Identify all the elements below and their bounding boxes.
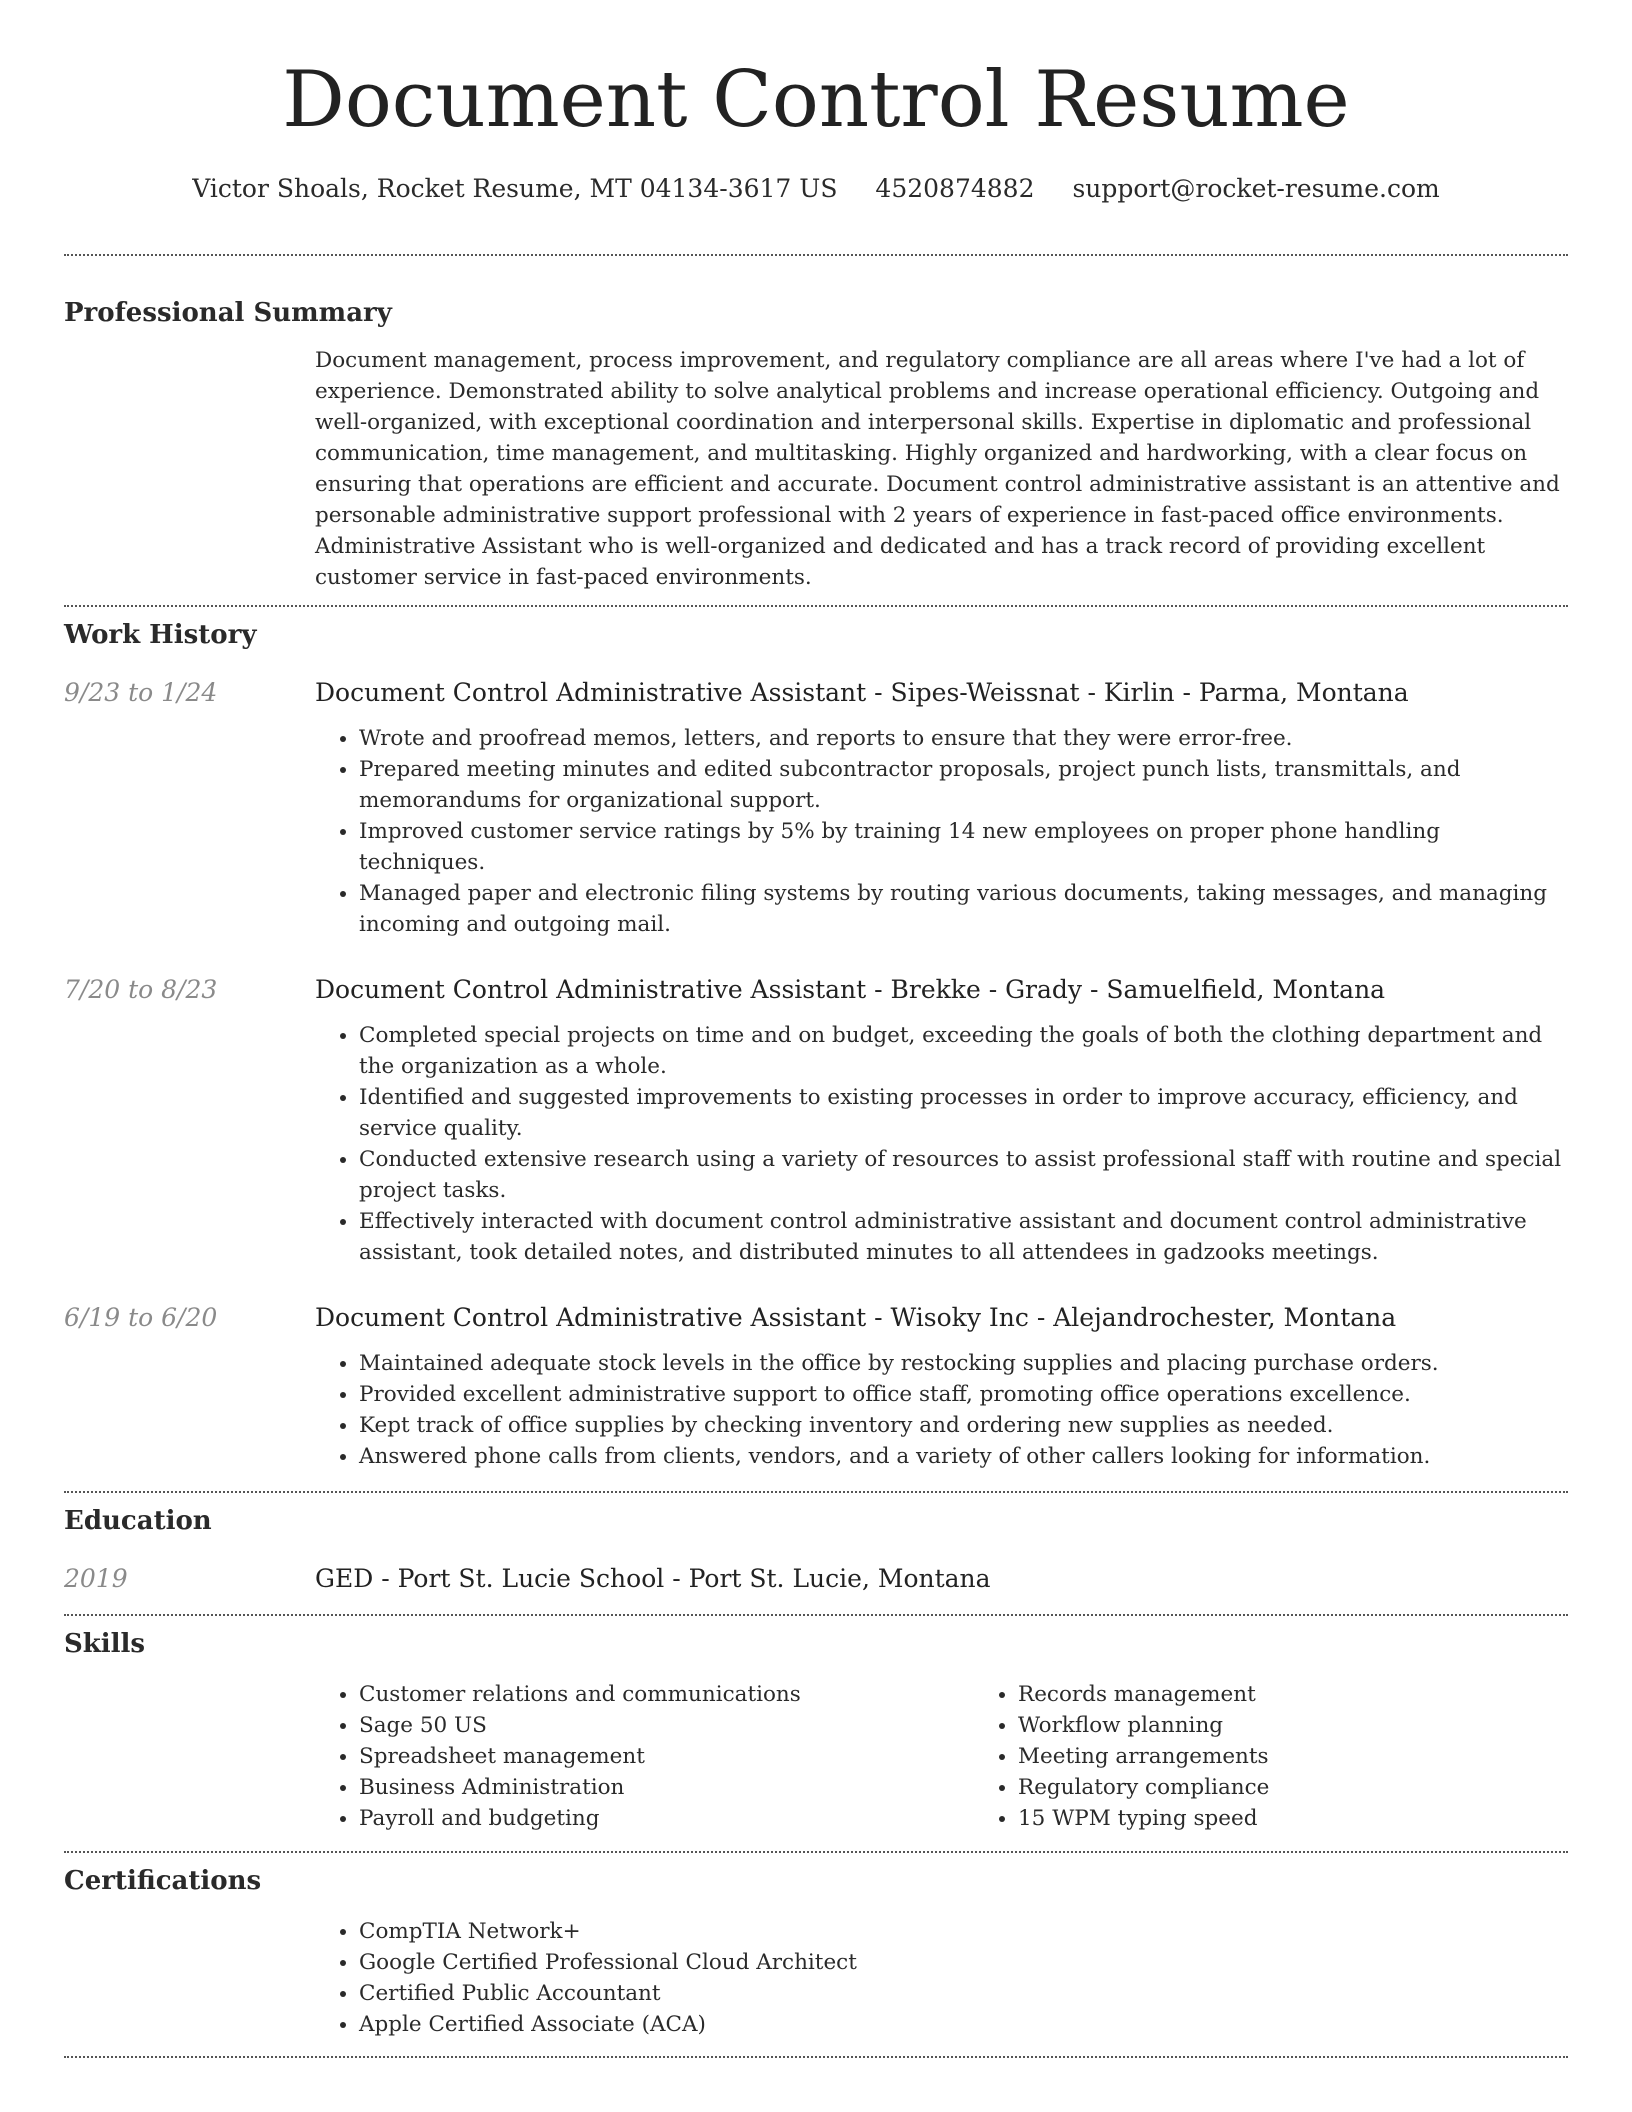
job-dates: 7/20 to 8/23 (64, 975, 218, 1004)
summary-heading: Professional Summary (64, 298, 392, 328)
resume-title: Document Control Resume (282, 55, 1350, 145)
job-title: Document Control Administrative Assistant - Brekke - Grady - Samuelfield, Montana (315, 975, 1386, 1004)
job-entry (64, 973, 1568, 1268)
list-item: • Effectively interacted with document control administrative assistant and document control administrative assistant, took detailed notes, and distributed minutes to all attendees in gadzooks meetings. (359, 1206, 1568, 1268)
job-dates: 6/19 to 6/20 (64, 1303, 218, 1332)
list-item: • Maintained adequate stock levels in the office by restocking supplies and placing purchase orders. (359, 1348, 1568, 1379)
list-item: • Apple Certified Associate (ACA) (359, 2009, 1568, 2040)
list-item: • Payroll and budgeting (359, 1803, 974, 1834)
list-item: • Meeting arrangements (1018, 1741, 1632, 1772)
list-item: • CompTIA Network+ (359, 1916, 1568, 1947)
divider (64, 1614, 1568, 1616)
list-item: • Records management (1018, 1679, 1632, 1710)
list-item: • 15 WPM typing speed (1018, 1803, 1632, 1834)
divider (64, 1851, 1568, 1853)
divider (64, 254, 1568, 256)
divider (64, 605, 1568, 607)
skills-list-right (974, 1679, 1632, 1834)
skills-list-left (315, 1679, 974, 1834)
list-item: • Workflow planning (1018, 1710, 1632, 1741)
divider (64, 1491, 1568, 1493)
job-title: Document Control Administrative Assistant - Sipes-Weissnat - Kirlin - Parma, Montana (315, 678, 1409, 707)
job-bullets (315, 1348, 1568, 1472)
education-year: 2019 (64, 1564, 128, 1593)
education-entry (64, 1562, 1568, 1596)
job-title: Document Control Administrative Assistant - Wisoky Inc - Alejandrochester, Montana (315, 1303, 1397, 1332)
list-item: • Sage 50 US (359, 1710, 974, 1741)
list-item: • Identified and suggested improvements to existing processes in order to improve accuracy, efficiency, and service quality. (359, 1082, 1568, 1144)
resume-content (64, 0, 1568, 2058)
list-item: • Spreadsheet management (359, 1741, 974, 1772)
job-bullets (315, 1020, 1568, 1268)
list-item: • Provided excellent administrative support to office staff, promoting office operations excellence. (359, 1379, 1568, 1410)
list-item: • Kept track of office supplies by checking inventory and ordering new supplies as needed. (359, 1410, 1568, 1441)
list-item: • Customer relations and communications (359, 1679, 974, 1710)
skills-section (64, 1679, 1568, 1834)
list-item: • Managed paper and electronic filing systems by routing various documents, taking messages, and managing incoming and outgoing mail. (359, 878, 1568, 940)
summary-text: Document management, process improvement, and regulatory compliance are all areas where I've had a lot of experience. Demonstrated ability to solve analytical problems and increase operational efficiency. Outgoing and well-organized, with exceptional coordination and interpersonal skills. Expertise in diplomatic and professional communication, time management, and multitasking. Highly organized and hardworking, with a clear focus on ensuring that operations are efficient and accurate. Document control administrative assistant is an attentive and personable administrative support professional with 2 years of experience in fast-paced office environments. Administrative Assistant who is well-organized and dedicated and has a track record of providing excellent customer service in fast-paced environments. (315, 348, 1560, 590)
job-entry (64, 676, 1568, 940)
contact-line (64, 172, 1568, 206)
contact-email: support@rocket-resume.com (1072, 174, 1440, 203)
list-item: • Improved customer service ratings by 5% by training 14 new employees on proper phone handling techniques. (359, 816, 1568, 878)
list-item: • Answered phone calls from clients, vendors, and a variety of other callers looking for information. (359, 1441, 1568, 1472)
skills-heading: Skills (64, 1629, 146, 1659)
job-bullets (315, 723, 1568, 940)
job-dates: 9/23 to 1/24 (64, 678, 218, 707)
job-entry (64, 1301, 1568, 1472)
contact-phone: 4520874882 (875, 174, 1035, 203)
summary-section (64, 345, 1568, 593)
list-item: • Google Certified Professional Cloud Architect (359, 1947, 1568, 1978)
certifications-section (64, 1916, 1568, 2040)
list-item: • Business Administration (359, 1772, 974, 1803)
certifications-list (315, 1916, 1568, 2040)
list-item: • Regulatory compliance (1018, 1772, 1632, 1803)
contact-address: Victor Shoals, Rocket Resume, MT 04134-3617 US (192, 174, 838, 203)
list-item: • Completed special projects on time and on budget, exceeding the goals of both the clothing department and the organization as a whole. (359, 1020, 1568, 1082)
divider (64, 2056, 1568, 2058)
certifications-heading: Certifications (64, 1866, 262, 1896)
work-history-heading: Work History (64, 620, 257, 650)
list-item: • Wrote and proofread memos, letters, and reports to ensure that they were error-free. (359, 723, 1568, 754)
list-item: • Certified Public Accountant (359, 1978, 1568, 2009)
education-heading: Education (64, 1506, 212, 1536)
education-degree: GED - Port St. Lucie School - Port St. Lucie, Montana (315, 1564, 991, 1593)
list-item: • Conducted extensive research using a variety of resources to assist professional staff with routine and special project tasks. (359, 1144, 1568, 1206)
list-item: • Prepared meeting minutes and edited subcontractor proposals, project punch lists, transmittals, and memorandums for organizational support. (359, 754, 1568, 816)
